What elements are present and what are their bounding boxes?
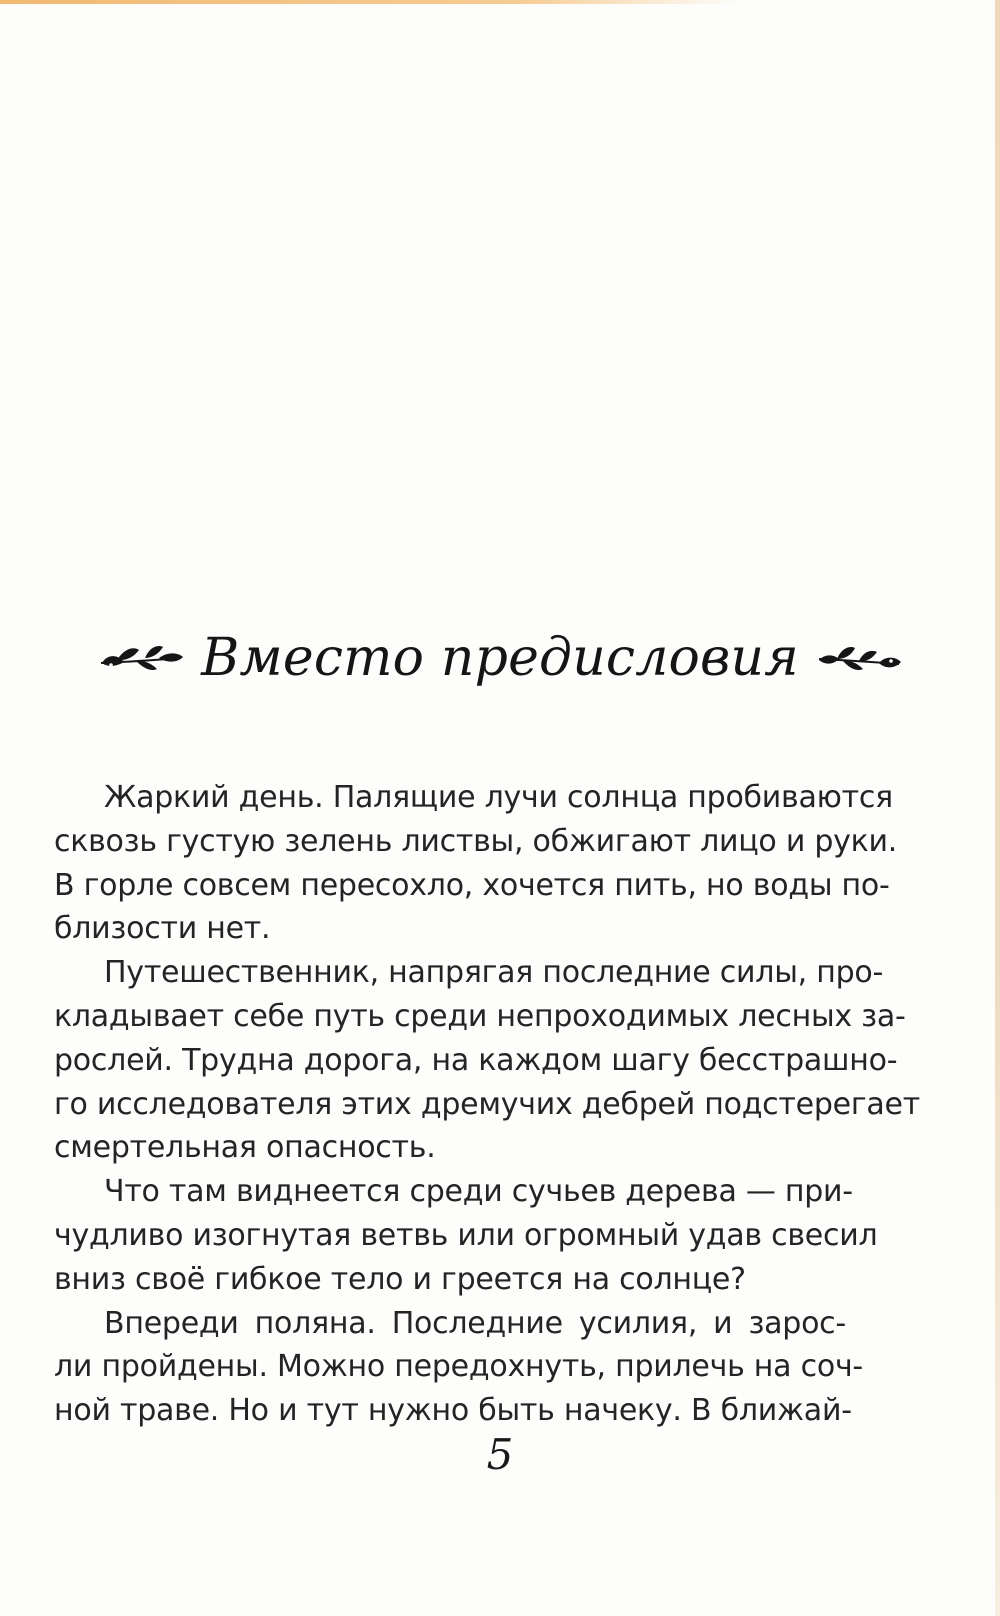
chapter-heading (0, 618, 1000, 698)
paragraph-line: сквозь густую зелень листвы, обжигают лицо и руки. (54, 823, 898, 859)
paragraph-line: близости нет. (54, 911, 271, 947)
paragraph-line: рослей. Трудна дорога, на каждом шагу бесстрашно- (54, 1042, 898, 1078)
paragraph-line: вниз своё гибкое тело и греется на солнце? (54, 1261, 746, 1297)
paragraph-line: Впереди поляна. Последние усилия, и зарос- (104, 1305, 846, 1341)
chapter-title: Вместо предисловия (201, 628, 799, 688)
paragraph-line: Путешественник, напрягая последние силы, про- (104, 955, 884, 991)
page-number: 5 (486, 1430, 514, 1479)
paragraph-line: го исследователя этих дремучих дебрей подстерегает (54, 1086, 920, 1122)
paragraph-line: смертельная опасность. (54, 1130, 436, 1166)
page-right-edge (995, 0, 1000, 1616)
paragraph-line: Жаркий день. Палящие лучи солнца пробиваются (104, 780, 893, 815)
paragraph-line: Что там виднеется среди сучьев дерева — при- (104, 1174, 853, 1210)
leaf-sprig-icon (97, 638, 185, 678)
paragraph-line: кладывает себе путь среди непроходимых лесных за- (54, 998, 906, 1034)
page-top-edge (0, 0, 740, 4)
paragraph-line: ной траве. Но и тут нужно быть начеку. В ближай- (54, 1393, 852, 1429)
paragraph-line: чудливо изогнутая ветвь или огромный удав свесил (54, 1217, 878, 1253)
body-text (54, 776, 920, 1433)
paragraph-line: В горле совсем пересохло, хочется пить, но воды по- (54, 867, 890, 903)
leaf-sprig-icon (815, 638, 903, 678)
paragraph-line: ли пройдены. Можно передохнуть, прилечь на соч- (54, 1349, 863, 1385)
